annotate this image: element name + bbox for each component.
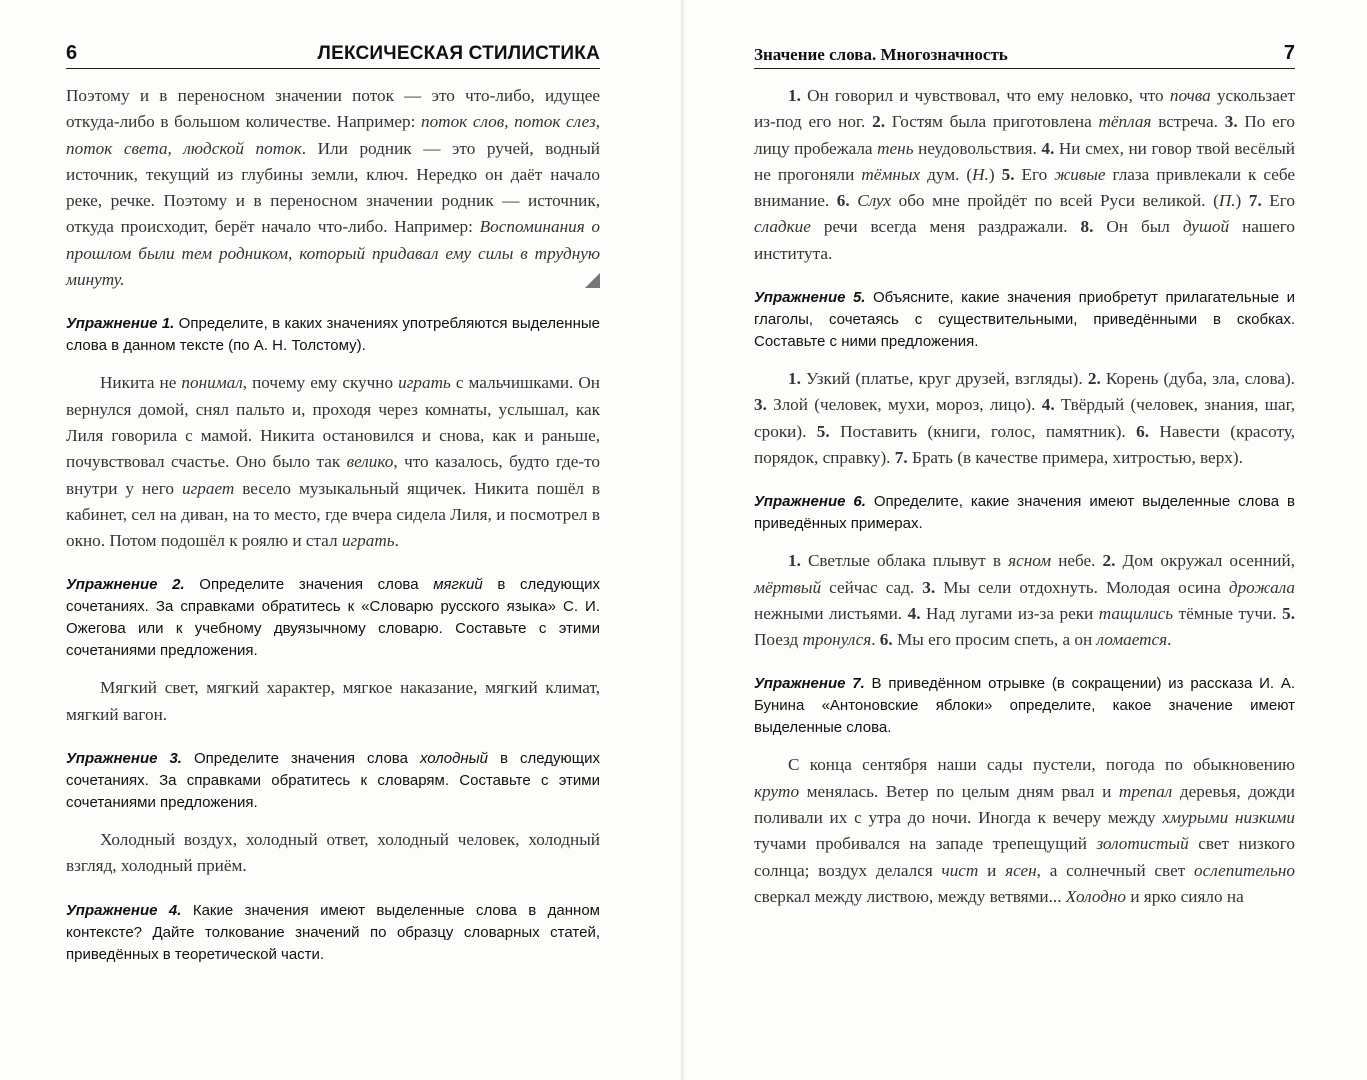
- exercise-5-task: Упражнение 5. Объясните, какие значения приобретут прилагательные и глаголы, сочетаясь с существительными, приведёнными в скобках. Составьте с ними предложения.: [754, 289, 1295, 351]
- exercise-2-text: Мягкий свет, мягкий характер, мягкое наказание, мягкий климат, мягкий вагон.: [66, 678, 600, 724]
- exercise-1-task: Упражнение 1. Определите, в каких значениях употребляются выделенные слова в данном тексте (по А. Н. Толстому).: [66, 315, 600, 355]
- running-title: Значение слова. Многозначность: [754, 45, 1008, 64]
- exercise-2-task: Упражнение 2. Определите значения слова мягкий в следующих сочетаниях. За справками обратитесь к «Словарю русского языка» С. И. Ожегова или к учебному двуязычному словарю. Составьте с этими сочетаниями предложения.: [66, 576, 600, 660]
- right-page: [684, 0, 1367, 1080]
- running-title: ЛЕКСИЧЕСКАЯ СТИЛИСТИКА: [317, 43, 600, 64]
- left-page: [0, 0, 682, 1080]
- exercise-1-text: Никита не понимал, почему ему скучно играть с мальчишками. Он вернулся домой, снял пальто и, проходя через комнаты, услышал, как Лиля говорила с мамой. Никита остановился и снова, как и раньше, почувствовал счастье. Оно было так велико, что казалось, будто где-то внутри у него играет весело музыкальный ящичек. Никита пошёл в кабинет, сел на диван, на то место, где вчера сидела Лиля, и посмотрел в окно. Потом подошёл к роялю и стал играть.: [66, 373, 600, 551]
- page-number: 7: [1283, 42, 1295, 64]
- exercise-7-text: С конца сентября наши сады пустели, погода по обыкновению круто менялась. Ветер по целым дням рвал и трепал деревья, дожди поливали их с утра до ночи. Иногда к вечеру между хмурыми низкими тучами пробивался на западе трепещущий золотистый свет низкого солнца; воздух делался чист и ясен, а солнечный свет ослепительно сверкал между листвою, между ветвями... Холодно и ярко сияло на: [754, 755, 1295, 906]
- exercise-4-text: 1. Он говорил и чувствовал, что ему неловко, что почва ускользает из-под его ног. 2. Гостям была приготовлена тёплая встреча. 3. По его лицу пробежала тень неудовольствия. 4. Ни смех, ни говор твой весёлый не прогоняли тёмных дум. (Н.) 5. Его живые глаза привлекали к себе внимание. 6. Слух обо мне пройдёт по всей Руси великой. (П.) 7. Его сладкие речи всегда меня раздражали. 8. Он был душой нашего института.: [754, 86, 1296, 263]
- exercise-6-task: Упражнение 6. Определите, какие значения имеют выделенные слова в приведённых примерах.: [754, 493, 1295, 533]
- intro-paragraph: Поэтому и в переносном значении поток — это что-либо, идущее откуда-либо в большом количестве. Например: поток слов, поток слез, поток света, людской поток. Или родник — это ручей, водный источник, текущий из глубины земли, ключ. Нередко он даёт начало реке, речке. Поэтому и в переносном значении родник — источник, откуда происходит, берёт начало что-либо. Например: Воспоминания о прошлом были тем родником, который придавал ему силы в трудную минуту.: [66, 86, 601, 290]
- exercise-5-text: 1. Узкий (платье, круг друзей, взгляды). 2. Корень (дуба, зла, слова). 3. Злой (человек, мухи, мороз, лицо). 4. Твёрдый (человек, знания, шаг, сроки). 5. Поставить (книги, голос, памятник). 6. Навести (красоту, порядок, справку). 7. Брать (в качестве примера, хитростью, верх).: [754, 369, 1295, 467]
- exercise-6-text: 1. Светлые облака плывут в ясном небе. 2. Дом окружал осенний, мёртвый сейчас сад. 3. Мы сели отдохнуть. Молодая осина дрожала нежными листьями. 4. Над лугами из-за реки тащились тёмные тучи. 5. Поезд тронулся. 6. Мы его просим спеть, а он ломается.: [754, 551, 1295, 650]
- end-of-section-marker-icon: [585, 273, 600, 288]
- exercise-4-task: Упражнение 4. Какие значения имеют выделенные слова в данном контексте? Дайте толкование значений по образцу словарных статей, приведённых в теоретической части.: [66, 901, 600, 963]
- page-number: 6: [66, 42, 78, 64]
- right-page-header: [754, 42, 1295, 69]
- left-page-header: [66, 42, 600, 69]
- exercise-7-task: Упражнение 7. В приведённом отрывке (в сокращении) из рассказа И. А. Бунина «Антоновские яблоки» определите, какое значение имеют выделенные слова.: [754, 675, 1295, 737]
- exercise-3-task: Упражнение 3. Определите значения слова холодный в следующих сочетаниях. За справками обратитесь к словарям. Составьте с этими сочетаниями предложения.: [66, 750, 600, 812]
- exercise-3-text: Холодный воздух, холодный ответ, холодный человек, холодный взгляд, холодный приём.: [66, 830, 600, 876]
